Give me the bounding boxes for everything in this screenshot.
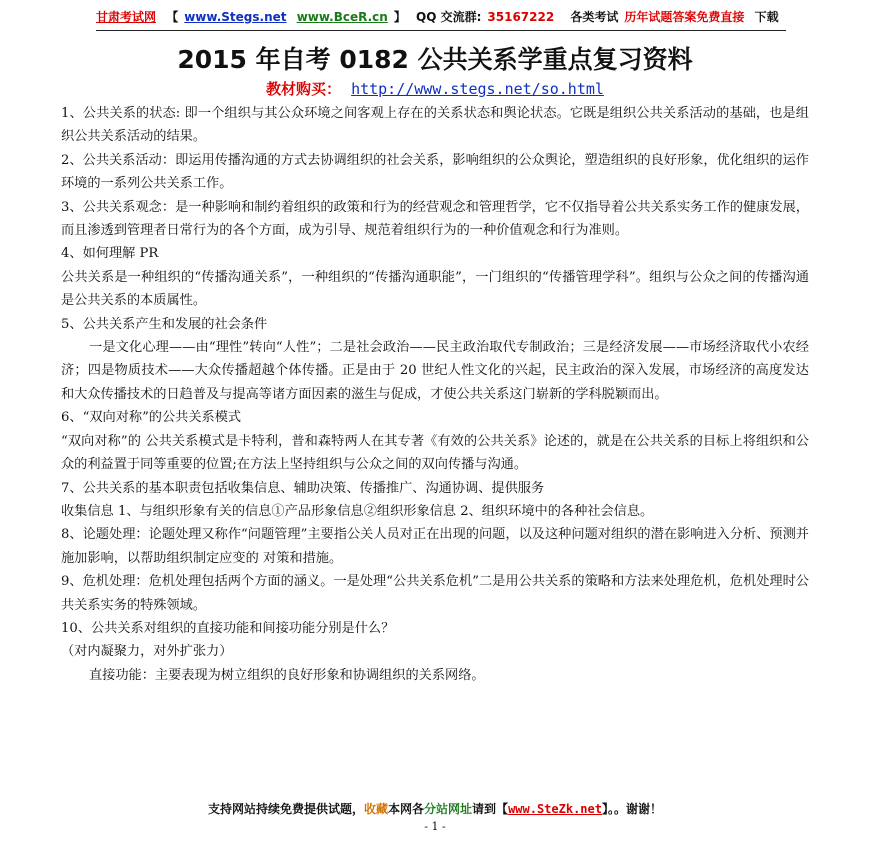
header-site-name[interactable]: 甘肃考试网 bbox=[96, 10, 157, 24]
header-site-link-2[interactable]: www.BceR.cn bbox=[296, 10, 388, 24]
paragraph-6-body: “双向对称”的 公共关系模式是卡特利，普和森特两人在其专著《有效的公共关系》论述的，就是在公共关系的目标上将组织和公众的利益置于同等重要的位置;在方法上坚持组织与公众之间的双向传播与沟通。 bbox=[61, 433, 809, 473]
footer-text-4: 】。。谢谢！ bbox=[601, 802, 662, 816]
page-number: - 1 - bbox=[424, 820, 446, 833]
footer-text-1: 支持网站持续免费提供试题， bbox=[207, 802, 364, 816]
page-header bbox=[96, 8, 786, 31]
header-notice-highlight[interactable]: 历年试题答案免费直接 bbox=[624, 10, 745, 24]
paragraph-10-body: 直接功能：主要表现为树立组织的良好形象和协调组织的关系网络。 bbox=[89, 667, 485, 683]
header-notice: 各类考试 bbox=[570, 10, 619, 24]
header-bracket-open: 【 bbox=[166, 10, 179, 24]
page-footer bbox=[0, 800, 870, 817]
header-qq-label: QQ 交流群: 35167222 bbox=[416, 10, 555, 24]
header-site-link-1[interactable]: www.Stegs.net bbox=[184, 10, 287, 24]
paragraph-5-body: 一是文化心理——由“理性”转向“人性”；二是社会政治——民主政治取代专制政治；三是经济发展——市场经济取代小农经济；四是物质技术——大众传播超越个体传播。正是由于 20 世纪人性文化的兴起，民主政治的深入发展，市场经济的高度发达和大众传播技术的日趋普及与提高等诸方面因素的滋生与促成，才使公共关系这门崭新的学科脱颖而出。 bbox=[61, 340, 809, 402]
paragraph-7-body: 收集信息 1、与组织形象有关的信息①产品形象信息②组织形象信息 2、组织环境中的各种社会信息。 bbox=[61, 503, 654, 519]
paragraph-10-note: （对内凝聚力，对外扩张力） bbox=[61, 644, 233, 660]
paragraph-7-heading: 7、公共关系的基本职责包括收集信息、辅助决策、传播推广、沟通协调、提供服务 bbox=[61, 480, 545, 496]
footer-substation[interactable]: 分站网址 bbox=[424, 802, 473, 816]
purchase-link[interactable]: http://www.stegs.net/so.html bbox=[351, 80, 604, 98]
header-qq-number: 35167222 bbox=[487, 10, 555, 24]
footer-text-2: 本网各 bbox=[388, 802, 425, 816]
textbook-purchase bbox=[0, 78, 870, 99]
paragraph-1: 1、公共关系的状态: 即一个组织与其公众环境之间客观上存在的关系状态和舆论状态。它既是组织公共关系活动的基础，也是组织公共关系活动的结果。 bbox=[61, 106, 809, 145]
paragraph-8: 8、论题处理：论题处理又称作“问题管理”主要指公关人员对正在出现的问题，以及这种问题对组织的潜在影响进入分析、预测并施加影响，以帮助组织制定应变的 对策和措施。 bbox=[61, 527, 809, 566]
document-body bbox=[61, 102, 809, 687]
footer-bookmark[interactable]: 收藏 bbox=[364, 802, 389, 816]
purchase-label: 教材购买： bbox=[266, 80, 342, 98]
paragraph-3: 3、公共关系观念：是一种影响和制约着组织的政策和行为的经营观念和管理哲学，它不仅指导着公共关系实务工作的健康发展，而且渗透到管理者日常行为的各个方面，成为引导、规范着组织行为的一种价值观念和行为准则。 bbox=[61, 199, 809, 239]
header-bracket-close: 】 bbox=[393, 10, 406, 24]
paragraph-10-heading: 10、公共关系对组织的直接功能和间接功能分别是什么？ bbox=[61, 620, 395, 636]
paragraph-4-heading: 4、如何理解 PR bbox=[61, 246, 159, 262]
page-title: 2015 年自考 0182 公共关系学重点复习资料 bbox=[177, 45, 693, 74]
paragraph-4-body: 公共关系是一种组织的“传播沟通关系”，一种组织的“传播沟通职能”，一门组织的“传播管理学科”。组织与公众之间的传播沟通是公共关系的本质属性。 bbox=[61, 269, 809, 309]
footer-text-3: 请到【 bbox=[472, 802, 509, 816]
footer-link[interactable]: www.SteZk.net bbox=[508, 802, 602, 816]
header-download[interactable]: 下载 bbox=[754, 10, 779, 24]
paragraph-2: 2、公共关系活动：即运用传播沟通的方式去协调组织的社会关系，影响组织的公众舆论，塑造组织的良好形象，优化组织的运作环境的一系列公共关系工作。 bbox=[61, 152, 809, 192]
paragraph-9: 9、危机处理：危机处理包括两个方面的涵义。一是处理“公共关系危机”二是用公共关系的策略和方法来处理危机，危机处理时公共关系实务的特殊领域。 bbox=[61, 574, 809, 613]
paragraph-6-heading: 6、“双向对称”的公共关系模式 bbox=[61, 410, 242, 426]
paragraph-5-heading: 5、公共关系产生和发展的社会条件 bbox=[61, 316, 268, 332]
